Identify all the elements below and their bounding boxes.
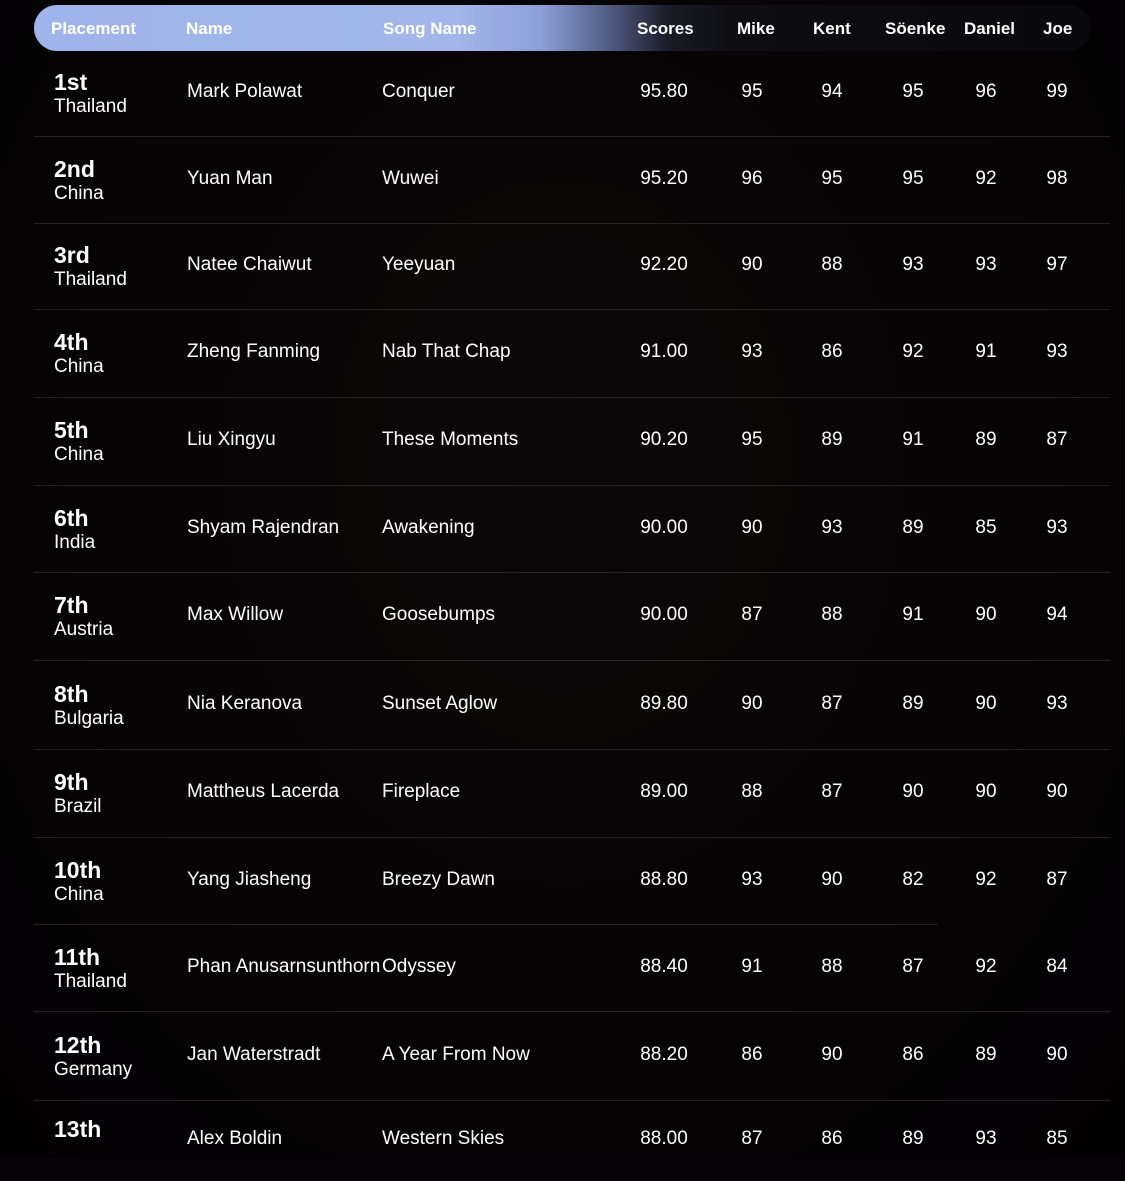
country-label: Thailand [54, 269, 127, 290]
song-name: Odyssey [382, 955, 456, 977]
score-cell: 88.40 [640, 955, 688, 977]
country-label: China [54, 356, 104, 377]
judge-kent-cell: 93 [821, 516, 843, 538]
rank-label: 4th [54, 329, 89, 355]
score-cell: 90.00 [640, 516, 688, 538]
country-label: Germany [54, 1058, 133, 1080]
score-cell: 88.00 [640, 1128, 688, 1149]
judge-soenke-cell: 91 [902, 604, 924, 625]
contestant-name: Mark Polawat [187, 81, 303, 102]
contestant-name: Liu Xingyu [187, 429, 276, 450]
header-judge-mike[interactable]: Mike [737, 19, 775, 38]
contestant-name: Yuan Man [187, 168, 273, 189]
judge-kent-cell: 86 [821, 341, 843, 362]
header-judge-kent[interactable]: Kent [813, 19, 851, 38]
header-placement[interactable]: Placement [51, 19, 137, 38]
judge-daniel-cell: 85 [975, 516, 997, 538]
judge-joe-cell: 94 [1046, 604, 1068, 625]
judge-daniel-cell: 90 [975, 781, 997, 802]
placement-cell [54, 242, 127, 292]
song-name: Conquer [382, 81, 455, 102]
header-judge-soenke[interactable]: Söenke [885, 19, 946, 38]
placement-cell [54, 769, 102, 819]
placement-cell [54, 417, 104, 467]
song-name: Awakening [382, 516, 475, 538]
placement-cell [54, 681, 124, 731]
song-name: Wuwei [382, 168, 439, 189]
rank-label: 2nd [54, 156, 95, 182]
judge-kent-cell: 88 [821, 955, 843, 977]
judge-kent-cell: 88 [821, 604, 843, 625]
judge-mike-cell: 90 [741, 692, 763, 714]
score-cell: 90.20 [640, 429, 688, 450]
judge-kent-cell: 90 [821, 1043, 843, 1065]
header-judge-daniel[interactable]: Daniel [964, 19, 1016, 38]
placement-cell [54, 329, 104, 379]
rank-label: 3rd [54, 242, 90, 268]
judge-mike-cell: 93 [741, 341, 763, 362]
country-label: China [54, 883, 104, 905]
song-name: Sunset Aglow [382, 692, 498, 714]
judge-mike-cell: 86 [741, 1043, 763, 1065]
judge-soenke-cell: 87 [902, 955, 924, 977]
table-row[interactable] [34, 750, 1110, 838]
judge-daniel-cell: 92 [975, 168, 997, 189]
contestant-name: Zheng Fanming [187, 341, 321, 362]
judge-joe-cell: 87 [1046, 429, 1068, 450]
judge-joe-cell: 97 [1046, 254, 1068, 275]
table-row[interactable] [34, 1101, 1110, 1181]
judge-mike-cell: 90 [741, 516, 763, 538]
judge-joe-cell: 90 [1046, 1043, 1068, 1065]
judge-daniel-cell: 90 [975, 604, 997, 625]
country-label: India [54, 531, 96, 553]
country-label: Thailand [54, 970, 127, 992]
table-row[interactable] [34, 51, 1110, 137]
table-row[interactable] [34, 925, 1110, 1012]
placement-cell [54, 857, 104, 907]
table-row[interactable] [34, 661, 1110, 750]
rank-label: 8th [54, 680, 89, 707]
contestant-name: Phan Anusarnsunthorn [187, 955, 381, 977]
judge-kent-cell: 88 [821, 254, 843, 275]
judge-mike-cell: 88 [741, 781, 763, 802]
judge-mike-cell: 95 [741, 81, 763, 102]
judge-mike-cell: 91 [741, 955, 763, 977]
rank-label: 7th [54, 592, 89, 618]
country-label: China [54, 183, 104, 204]
judge-soenke-cell: 86 [902, 1043, 924, 1065]
judge-mike-cell: 93 [741, 868, 763, 890]
judge-soenke-cell: 89 [902, 692, 924, 714]
judge-soenke-cell: 89 [902, 1128, 924, 1149]
contestant-name: Jan Waterstradt [187, 1043, 321, 1065]
placement-cell [54, 944, 127, 994]
rank-label: 11th [54, 943, 101, 970]
header-song-name[interactable]: Song Name [383, 19, 477, 38]
judge-joe-cell: 93 [1046, 341, 1068, 362]
judge-mike-cell: 95 [741, 429, 763, 450]
header-name[interactable]: Name [186, 19, 233, 38]
table-row[interactable] [34, 398, 1110, 486]
judge-kent-cell: 95 [821, 168, 843, 189]
table-row[interactable] [34, 838, 1110, 925]
rank-label: 1st [54, 69, 88, 95]
judge-mike-cell: 87 [741, 604, 763, 625]
placement-cell [54, 156, 104, 206]
table-row[interactable] [34, 310, 1110, 398]
song-name: Breezy Dawn [382, 868, 495, 890]
rank-label: 13th [54, 1116, 102, 1142]
judge-daniel-cell: 89 [975, 429, 997, 450]
judge-joe-cell: 98 [1046, 168, 1068, 189]
judge-kent-cell: 89 [821, 429, 843, 450]
score-cell: 95.80 [640, 81, 688, 102]
judge-soenke-cell: 92 [902, 341, 924, 362]
score-cell: 92.20 [640, 254, 688, 275]
score-cell: 88.80 [640, 868, 688, 890]
header-judge-joe[interactable]: Joe [1043, 19, 1073, 38]
song-name: Yeeyuan [382, 254, 456, 275]
judge-soenke-cell: 95 [902, 168, 924, 189]
judge-soenke-cell: 95 [902, 81, 924, 102]
song-name: Western Skies [382, 1128, 505, 1149]
judge-joe-cell: 99 [1046, 81, 1068, 102]
country-label: Austria [54, 619, 114, 640]
table-row[interactable] [34, 224, 1110, 310]
country-label: Bulgaria [54, 707, 124, 729]
judge-joe-cell: 84 [1046, 955, 1068, 977]
judge-joe-cell: 93 [1046, 692, 1068, 714]
judge-soenke-cell: 93 [902, 254, 924, 275]
score-cell: 90.00 [640, 604, 688, 625]
table-row[interactable] [34, 1012, 1110, 1101]
judge-daniel-cell: 96 [975, 81, 997, 102]
judge-soenke-cell: 90 [902, 781, 924, 802]
country-label: Thailand [54, 96, 127, 117]
song-name: Goosebumps [382, 604, 496, 625]
judge-daniel-cell: 89 [975, 1043, 997, 1065]
judge-daniel-cell: 92 [975, 955, 997, 977]
judge-joe-cell: 87 [1046, 868, 1068, 890]
rank-label: 9th [54, 769, 89, 795]
contestant-name: Mattheus Lacerda [187, 781, 340, 802]
judge-daniel-cell: 93 [975, 254, 997, 275]
placement-cell [54, 1032, 132, 1082]
contestant-name: Yang Jiasheng [187, 868, 312, 890]
judge-soenke-cell: 91 [902, 429, 924, 450]
judge-daniel-cell: 90 [975, 692, 997, 714]
table-row[interactable] [34, 486, 1110, 573]
judge-kent-cell: 87 [821, 781, 843, 802]
contestant-name: Natee Chaiwut [187, 254, 312, 275]
judge-kent-cell: 86 [821, 1128, 843, 1149]
contestant-name: Nia Keranova [187, 692, 303, 714]
table-row[interactable] [34, 138, 1110, 224]
country-label: Brazil [54, 796, 102, 817]
judge-kent-cell: 94 [821, 81, 843, 102]
contestant-name: Alex Boldin [187, 1128, 283, 1149]
rank-label: 5th [54, 417, 89, 443]
judge-daniel-cell: 91 [975, 341, 997, 362]
table-row[interactable] [34, 573, 1110, 661]
judge-joe-cell: 90 [1046, 781, 1068, 802]
judge-soenke-cell: 89 [902, 516, 924, 538]
song-name: These Moments [382, 429, 519, 450]
judge-joe-cell: 85 [1046, 1128, 1068, 1149]
judge-joe-cell: 93 [1046, 516, 1068, 538]
placement-cell [54, 505, 95, 555]
score-cell: 95.20 [640, 168, 688, 189]
rank-label: 10th [54, 856, 102, 883]
rank-label: 6th [54, 504, 89, 531]
score-cell: 89.00 [640, 781, 688, 802]
judge-daniel-cell: 92 [975, 868, 997, 890]
placement-cell [54, 592, 113, 642]
placement-cell [54, 69, 127, 119]
judge-kent-cell: 90 [821, 868, 843, 890]
judge-mike-cell: 90 [741, 254, 763, 275]
score-cell: 91.00 [640, 341, 688, 362]
judge-daniel-cell: 93 [975, 1128, 997, 1149]
judge-soenke-cell: 82 [902, 868, 924, 890]
country-label: China [54, 444, 104, 465]
score-cell: 88.20 [640, 1043, 688, 1065]
rank-label: 12th [54, 1031, 102, 1058]
judge-mike-cell: 96 [741, 168, 763, 189]
header-scores[interactable]: Scores [637, 19, 694, 38]
judge-mike-cell: 87 [741, 1128, 763, 1149]
song-name: Fireplace [382, 781, 461, 802]
song-name: A Year From Now [382, 1043, 530, 1065]
song-name: Nab That Chap [382, 341, 511, 362]
contestant-name: Max Willow [187, 604, 284, 625]
placement-cell [54, 1116, 101, 1142]
row-divider [34, 136, 1110, 137]
contestant-name: Shyam Rajendran [187, 516, 340, 538]
judge-kent-cell: 87 [821, 692, 843, 714]
score-cell: 89.80 [640, 692, 688, 714]
